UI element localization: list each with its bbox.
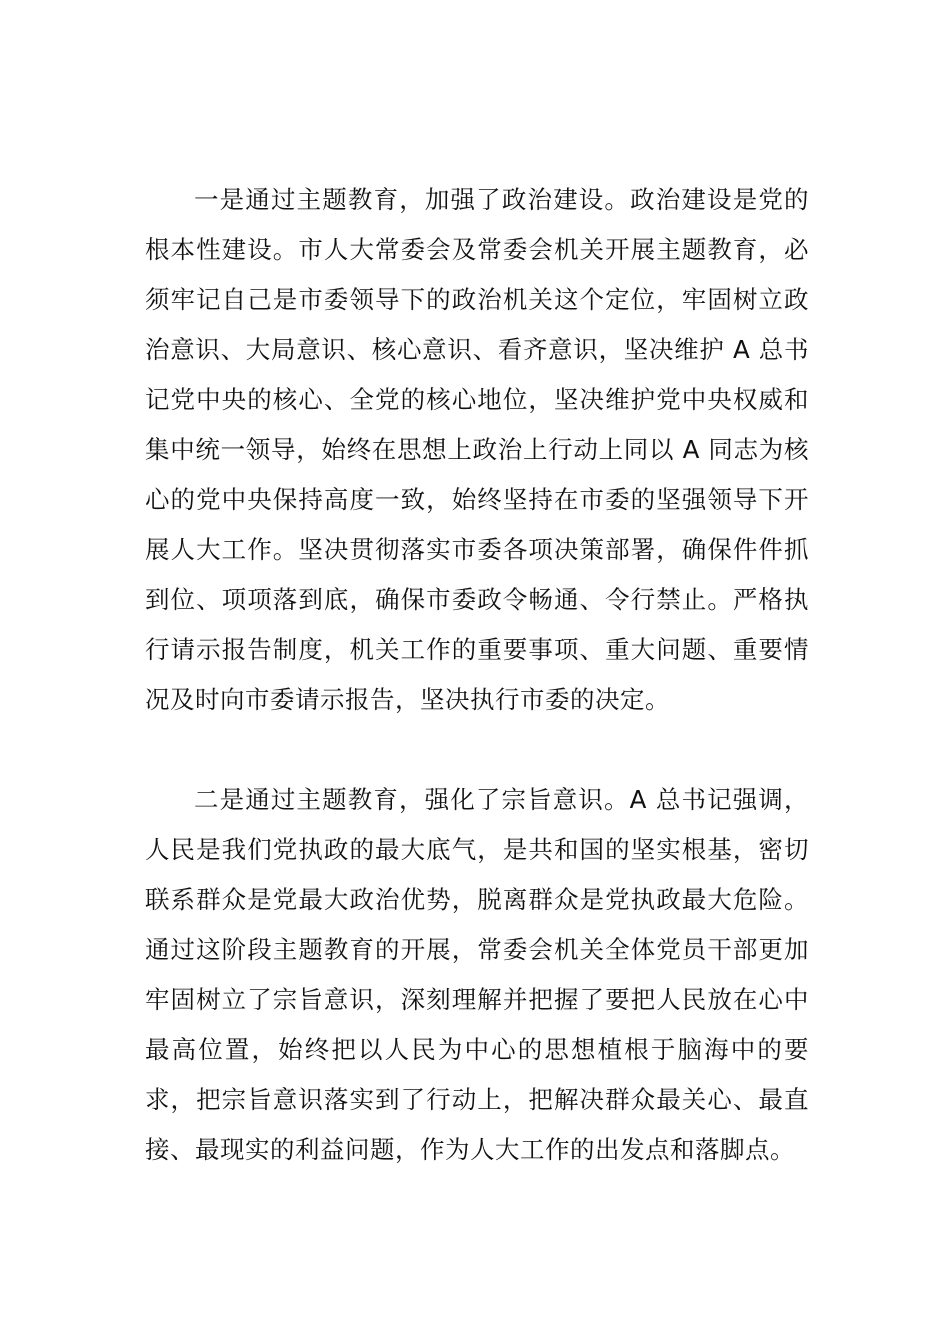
paragraph-purpose-awareness: 二是通过主题教育，强化了宗旨意识。A 总书记强调，人民是我们党执政的最大底气，是共和国的坚实根基，密切联系群众是党最大政治优势，脱离群众是党执政最大危险。通过这阶段主题教育的开展，常委会机关全体党员干部更加牢固树立了宗旨意识，深刻理解并把握了要把人民放在心中最高位置，始终把以人民为中心的思想植根于脑海中的要求，把宗旨意识落实到了行动上，把解决群众最关心、最直接、最现实的利益问题，作为人大工作的出发点和落脚点。: [145, 785, 809, 1164]
paragraph-political-building: 一是通过主题教育，加强了政治建设。政治建设是党的根本性建设。市人大常委会及常委会机关开展主题教育，必须牢记自己是市委领导下的政治机关这个定位，牢固树立政治意识、大局意识、核心意识、看齐意识，坚决维护 A 总书记党中央的核心、全党的核心地位，坚决维护党中央权威和集中统一领导，始终在思想上政治上行动上同以 A 同志为核心的党中央保持高度一致，始终坚持在市委的坚强领导下开展人大工作。坚决贯彻落实市委各项决策部署，确保件件抓到位、项项落到底，确保市委政令畅通、令行禁止。严格执行请示报告制度，机关工作的重要事项、重大问题、重要情况及时向市委请示报告，坚决执行市委的决定。: [145, 185, 809, 714]
